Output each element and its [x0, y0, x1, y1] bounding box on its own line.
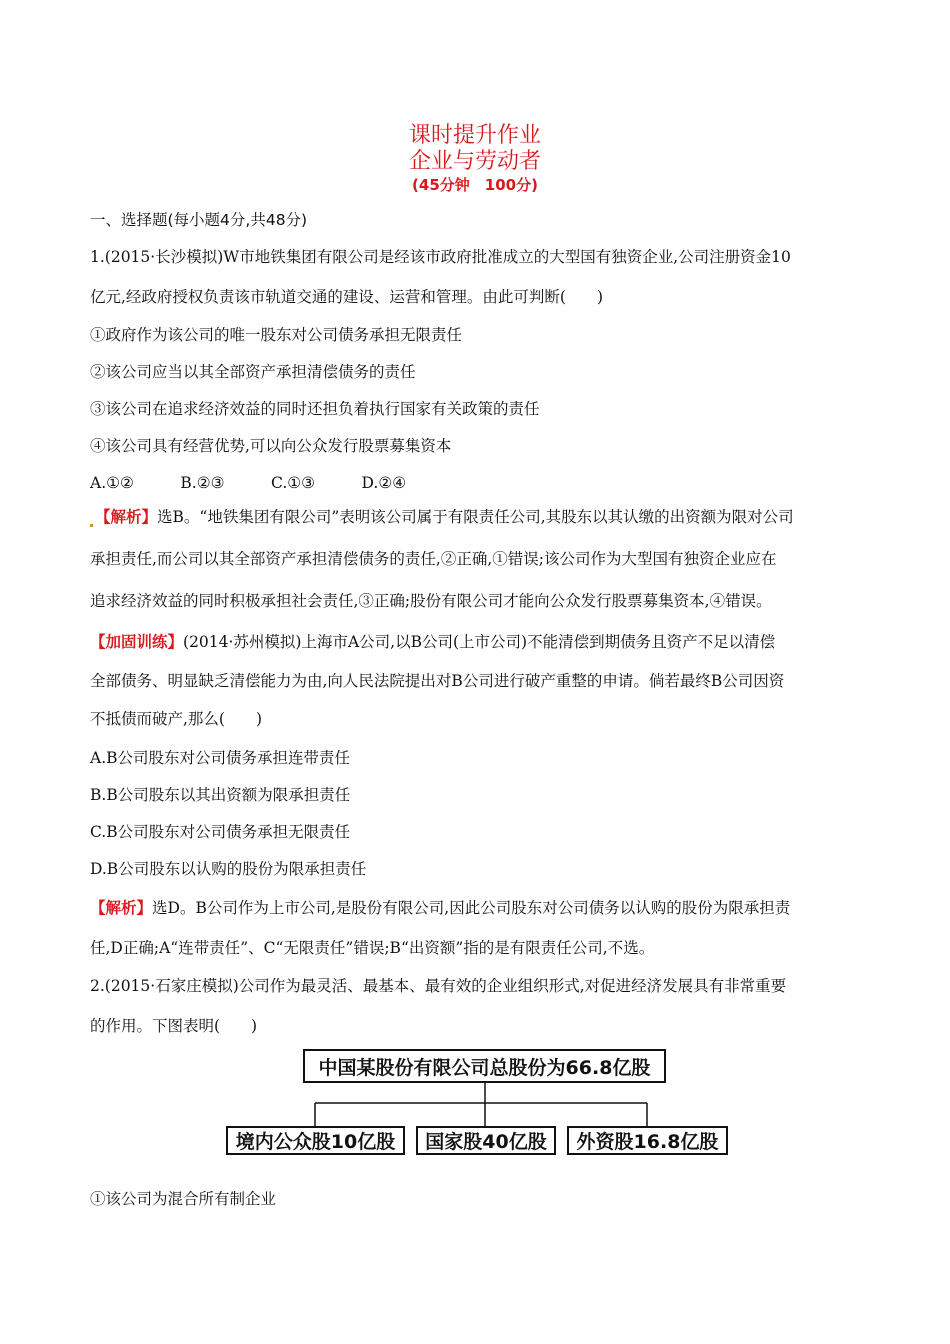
diagram-total-shares: 中国某股份有限公司总股份为66.8亿股: [303, 1049, 666, 1083]
analysis-tag: 【解析】: [90, 898, 153, 917]
page-subtitle: 企业与劳动者: [408, 149, 541, 174]
q1-analysis-line3: 追求经济效益的同时积极承担社会责任,③正确;股份有限公司才能向公众发行股票募集资本,④错误。: [90, 592, 772, 610]
diagram-state-shares: 国家股40亿股: [416, 1126, 556, 1155]
q2-option-1: ①该公司为混合所有制企业: [90, 1190, 277, 1208]
analysis-text: 选B。“地铁集团有限公司”表明该公司属于有限责任公司,其股东以其认缴的出资额为限对公司: [157, 508, 794, 526]
q1-stem-line1: 1.(2015·长沙模拟)W市地铁集团有限公司是经该市政府批准成立的大型国有独资企业,公司注册资金10: [90, 248, 791, 266]
diagram-foreign-shares: 外资股16.8亿股: [567, 1126, 728, 1155]
q1-option-2: ②该公司应当以其全部资产承担清偿债务的责任: [90, 363, 416, 381]
q1-option-4: ④该公司具有经营优势,可以向公众发行股票募集资本: [90, 437, 452, 455]
q2-stem-line1: 2.(2015·石家庄模拟)公司作为最灵活、最基本、最有效的企业组织形式,对促进经济发展具有非常重要: [90, 977, 787, 995]
analysis-tag: 【解析】: [95, 507, 158, 526]
q1-option-3: ③该公司在追求经济效益的同时还担负着执行国家有关政策的责任: [90, 400, 540, 418]
q1-choices: A.①② B.②③ C.①③ D.②④: [90, 474, 407, 492]
extra-option-b: B.B公司股东以其出资额为限承担责任: [90, 786, 351, 804]
extra-option-d: D.B公司股东以认购的股份为限承担责任: [90, 860, 367, 878]
q1-stem-line2: 亿元,经政府授权负责该市轨道交通的建设、运营和管理。由此可判断( ): [90, 288, 604, 306]
extra-line3: 不抵债而破产,那么( ): [90, 710, 263, 728]
section-heading: 一、选择题(每小题4分,共48分): [90, 211, 308, 229]
extra-line2: 全部债务、明显缺乏清偿能力为由,向人民法院提出对B公司进行破产重整的申请。倘若最终B公司因资: [90, 672, 785, 690]
extra-tag: 【加固训练】: [90, 632, 184, 651]
time-score: (45分钟 100分): [412, 176, 538, 194]
diagram-domestic-public-shares: 境内公众股10亿股: [226, 1126, 405, 1155]
extra-option-c: C.B公司股东对公司债务承担无限责任: [90, 823, 351, 841]
q2-stem-line2: 的作用。下图表明( ): [90, 1017, 258, 1035]
analysis-text: 选D。B公司作为上市公司,是股份有限公司,因此公司股东对公司债务以认购的股份为限承担责: [152, 899, 791, 917]
extra-text: (2014·苏州模拟)上海市A公司,以B公司(上市公司)不能清偿到期债务且资产不足以清偿: [183, 633, 776, 651]
extra-analysis-line2: 任,D正确;A“连带责任”、C“无限责任”错误;B“出资额”指的是有限责任公司,不选。: [90, 939, 655, 957]
extra-option-a: A.B公司股东对公司债务承担连带责任: [90, 749, 351, 767]
page-title: 课时提升作业: [408, 123, 541, 148]
q1-option-1: ①政府作为该公司的唯一股东对公司债务承担无限责任: [90, 326, 463, 344]
q1-analysis-line2: 承担责任,而公司以其全部资产承担清偿债务的责任,②正确,①错误;该公司作为大型国有独资企业应在: [90, 550, 777, 568]
